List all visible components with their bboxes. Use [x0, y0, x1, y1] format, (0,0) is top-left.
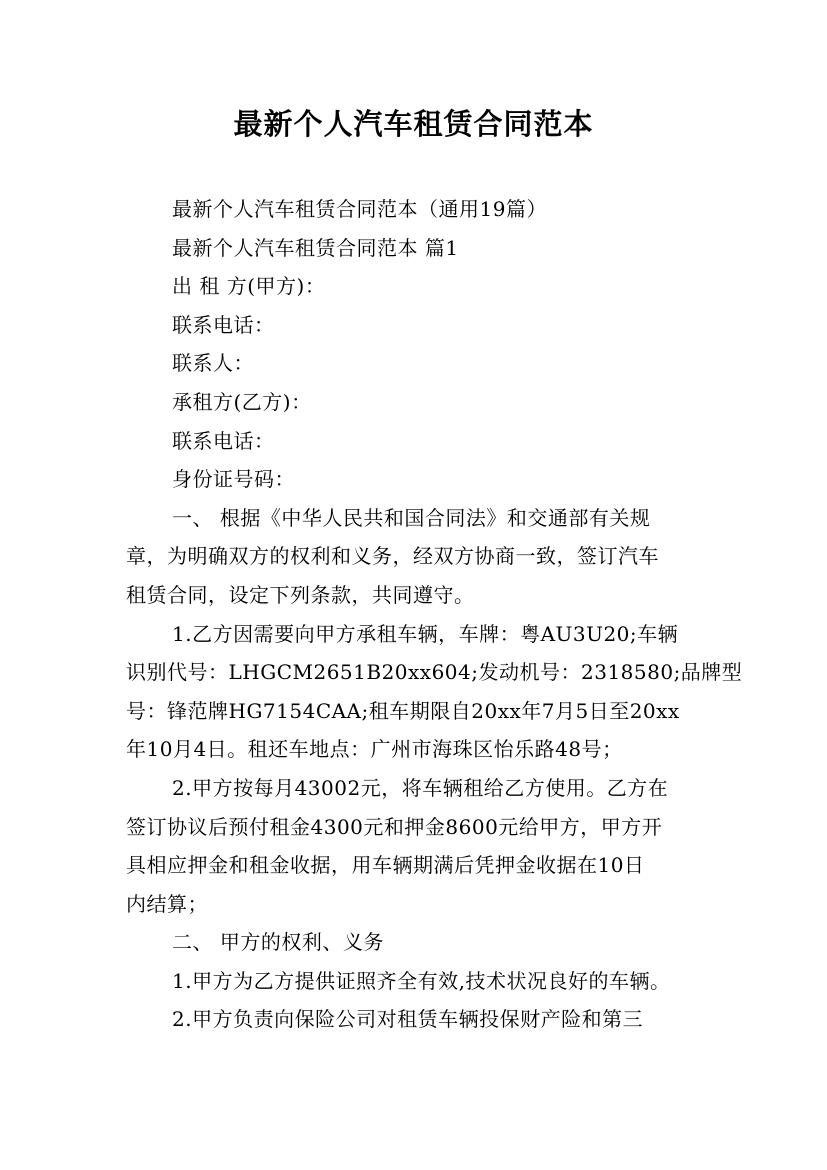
- body-line: 识别代号：LHGCM2651B20xx604;发动机号：2318580;品牌型: [126, 660, 743, 685]
- body-line: 租赁合同，设定下列条款，共同遵守。: [126, 582, 475, 607]
- body-line: 最新个人汽车租赁合同范本 篇1: [172, 235, 459, 260]
- body-line: 联系人：: [172, 351, 254, 376]
- body-line: 联系电话：: [172, 312, 275, 337]
- body-line: 章，为明确双方的权利和义务，经双方协商一致，签订汽车: [126, 544, 659, 569]
- document-title: 最新个人汽车租赁合同范本: [233, 107, 594, 141]
- body-line: 最新个人汽车租赁合同范本（通用19篇）: [172, 197, 547, 221]
- body-line: 联系电话：: [172, 428, 275, 453]
- body-line: 承租方(乙方)：: [172, 389, 312, 414]
- body-line: 年10月4日。租还车地点：广州市海珠区怡乐路48号；: [126, 737, 623, 762]
- body-line: 二、 甲方的权利、义务: [172, 930, 384, 955]
- body-line: 1.乙方因需要向甲方承租车辆，车牌：粤AU3U20;车辆: [172, 621, 679, 646]
- body-line: 具相应押金和租金收据，用车辆期满后凭押金收据在10日: [126, 853, 645, 878]
- body-line: 内结算；: [126, 891, 208, 916]
- body-line: 一、 根据《中华人民共和国合同法》和交通部有关规: [172, 505, 651, 530]
- body-line: 出 租 方(甲方)：: [172, 274, 326, 299]
- body-line: 2.甲方按每月43002元，将车辆租给乙方使用。乙方在: [172, 775, 669, 800]
- body-line: 身份证号码：: [172, 467, 295, 492]
- body-line: 号：锋范牌HG7154CAA;租车期限自20xx年7月5日至20xx: [126, 698, 680, 723]
- body-line: 1.甲方为乙方提供证照齐全有效,技术状况良好的车辆。: [172, 968, 671, 993]
- body-line: 签订协议后预付租金4300元和押金8600元给甲方，甲方开: [126, 814, 663, 839]
- document-body: [126, 190, 743, 1039]
- body-line: 2.甲方负责向保险公司对租赁车辆投保财产险和第三: [172, 1007, 644, 1032]
